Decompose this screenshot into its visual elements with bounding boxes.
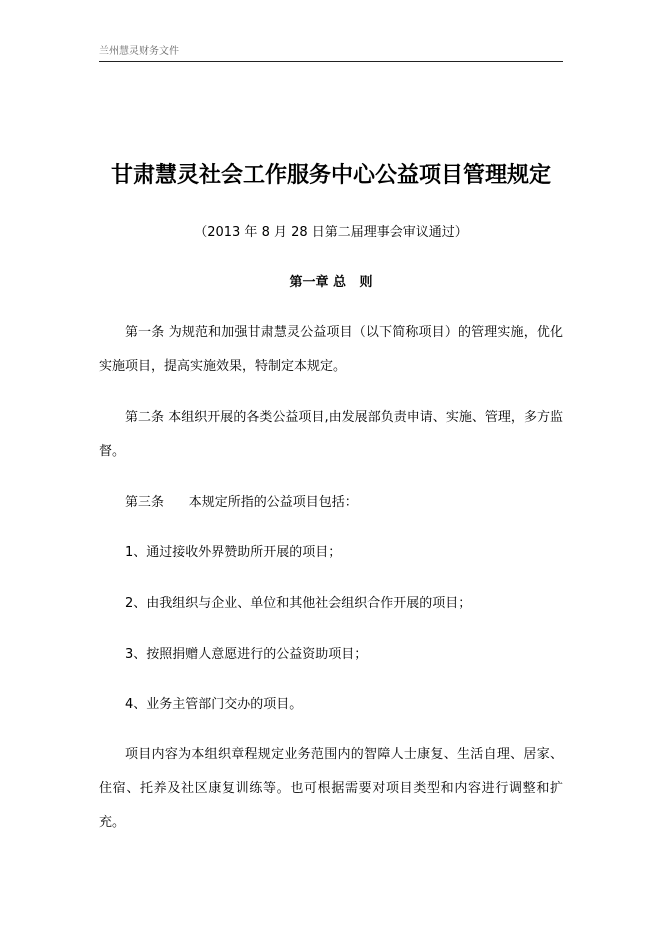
page-header: 兰州慧灵财务文件	[99, 46, 179, 57]
list-item: 2、由我组织与企业、单位和其他社会组织合作开展的项目；	[125, 596, 472, 611]
closing-paragraph: 项目内容为本组织章程规定业务范围内的智障人士康复、生活自理、居家、住宿、托养及社区康复训练等。也可根据需要对项目类型和内容进行调整和扩充。	[99, 747, 563, 830]
header-divider	[99, 61, 563, 62]
document-subtitle: （2013 年 8 月 28 日第二届理事会审议通过）	[194, 225, 468, 240]
list-item: 4、业务主管部门交办的项目。	[125, 697, 303, 712]
article-2: 第二条 本组织开展的各类公益项目,由发展部负责申请、实施、管理，多方监督。	[99, 410, 563, 459]
list-item: 3、按照捐赠人意愿进行的公益资助项目；	[125, 647, 368, 662]
document-title: 甘肃慧灵社会工作服务中心公益项目管理规定	[110, 163, 551, 188]
list-item: 1、通过接收外界赞助所开展的项目；	[125, 545, 342, 560]
chapter-heading: 第一章 总 则	[289, 275, 373, 290]
article-1: 第一条 为规范和加强甘肃慧灵公益项目（以下简称项目）的管理实施，优化实施项目，提高实施效果，特制定本规定。	[99, 325, 563, 374]
article-3: 第三条 本规定所指的公益项目包括：	[125, 495, 358, 510]
